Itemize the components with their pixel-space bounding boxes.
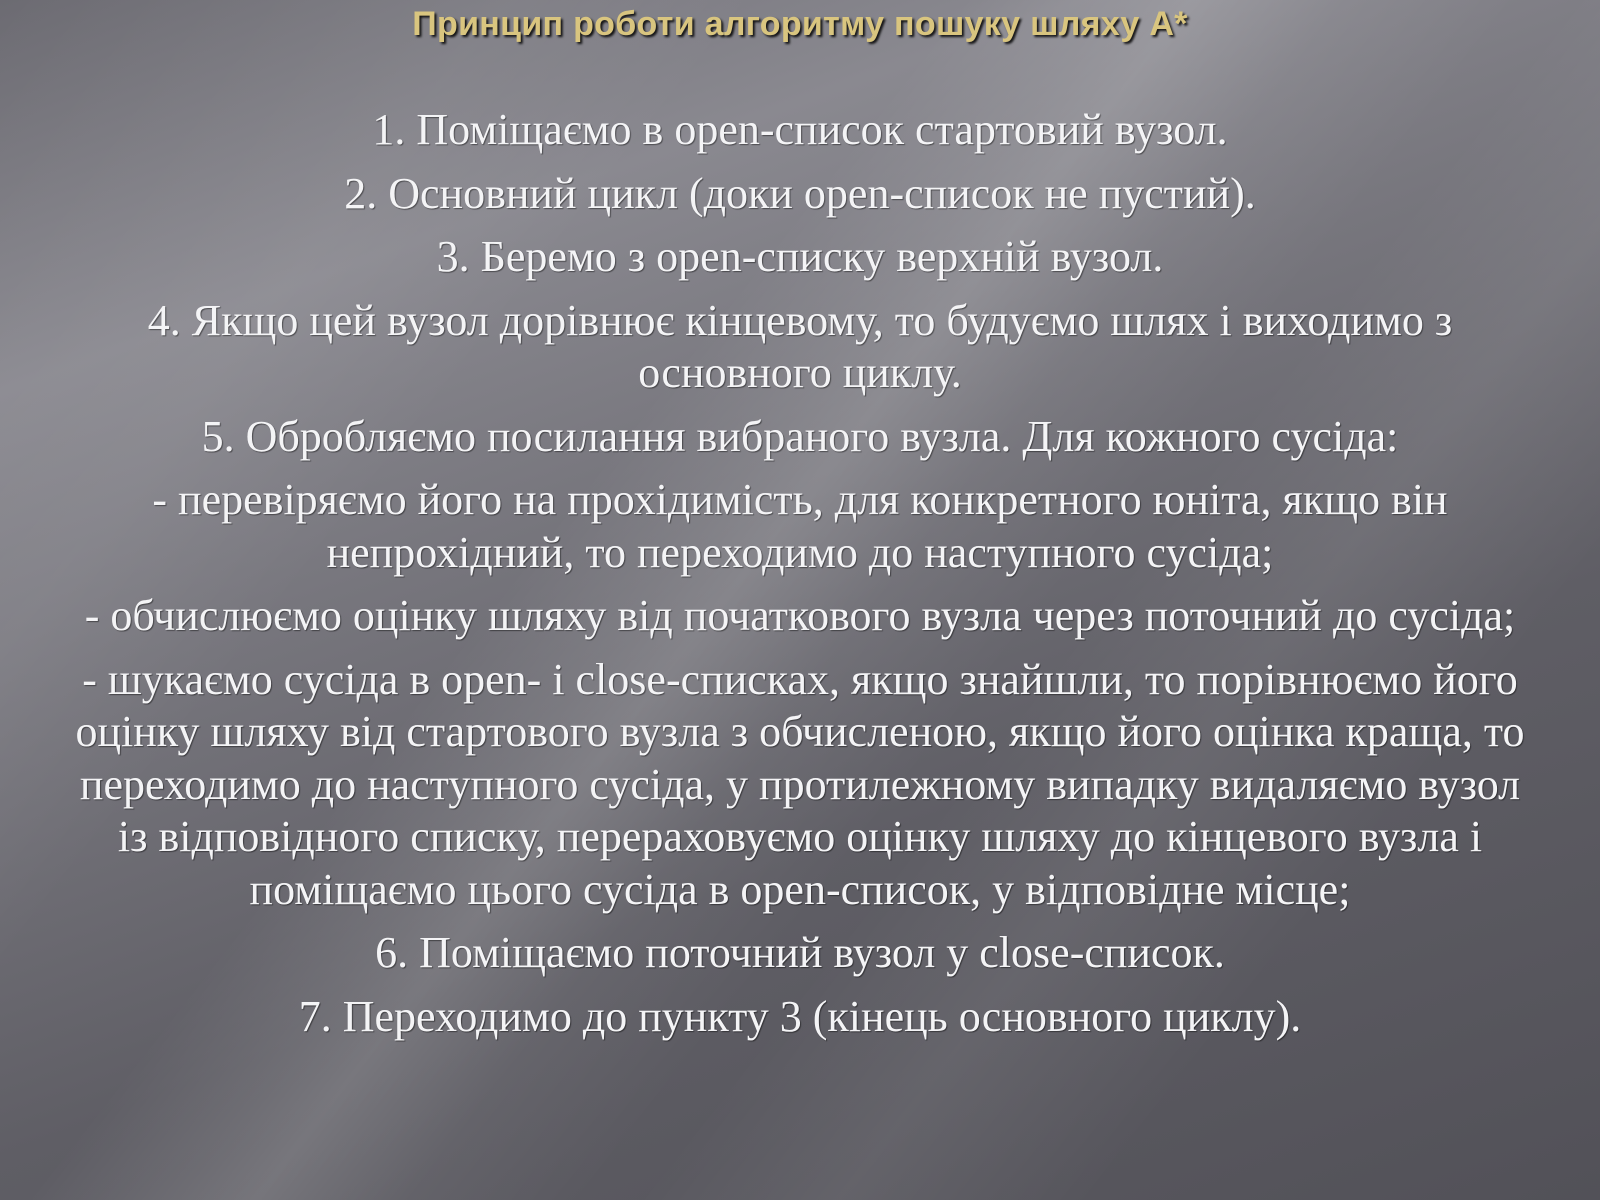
step-5-compute-cost: - обчислюємо оцінку шляху від початкового вузла через поточний до сусіда;	[84, 591, 1516, 640]
step-5-search-lists: - шукаємо сусіда в open- і close-списках, якщо знайшли, то порівнюємо його оцінку шляху від стартового вузла з обчисленою, якщо його оцінка краща, то переходимо до наступного сусіда, у протилежному випадку видаляємо вузол із відповідного списку, перераховуємо оцінку шляху до кінцевого вузла і поміщаємо цього сусіда в open-список, у відповідне місце;	[75, 654, 1525, 914]
step-7: 7. Переходимо до пункту 3 (кінець основного циклу).	[298, 991, 1302, 1041]
slide-title: Принцип роботи алгоритму пошуку шляху А*	[412, 5, 1188, 43]
step-3: 3. Беремо з open-списку верхній вузол.	[436, 232, 1164, 281]
step-1: 1. Поміщаємо в open-список стартовий вузол.	[372, 105, 1228, 154]
step-6: 6. Поміщаємо поточний вузол у close-список.	[375, 928, 1225, 977]
step-4: 4. Якщо цей вузол дорівнює кінцевому, то будуємо шлях і виходимо з основного циклу.	[147, 295, 1453, 397]
step-2: 2. Основний цикл (доки open-список не пустий).	[344, 168, 1256, 218]
step-5-check-passability: - перевіряємо його на прохідимість, для конкретного юніта, якщо він непрохідний, то переходимо до наступного сусіда;	[152, 475, 1448, 577]
step-5: 5. Обробляємо посилання вибраного вузла. Для кожного сусіда:	[201, 411, 1399, 461]
slide-body	[60, 104, 1540, 1043]
